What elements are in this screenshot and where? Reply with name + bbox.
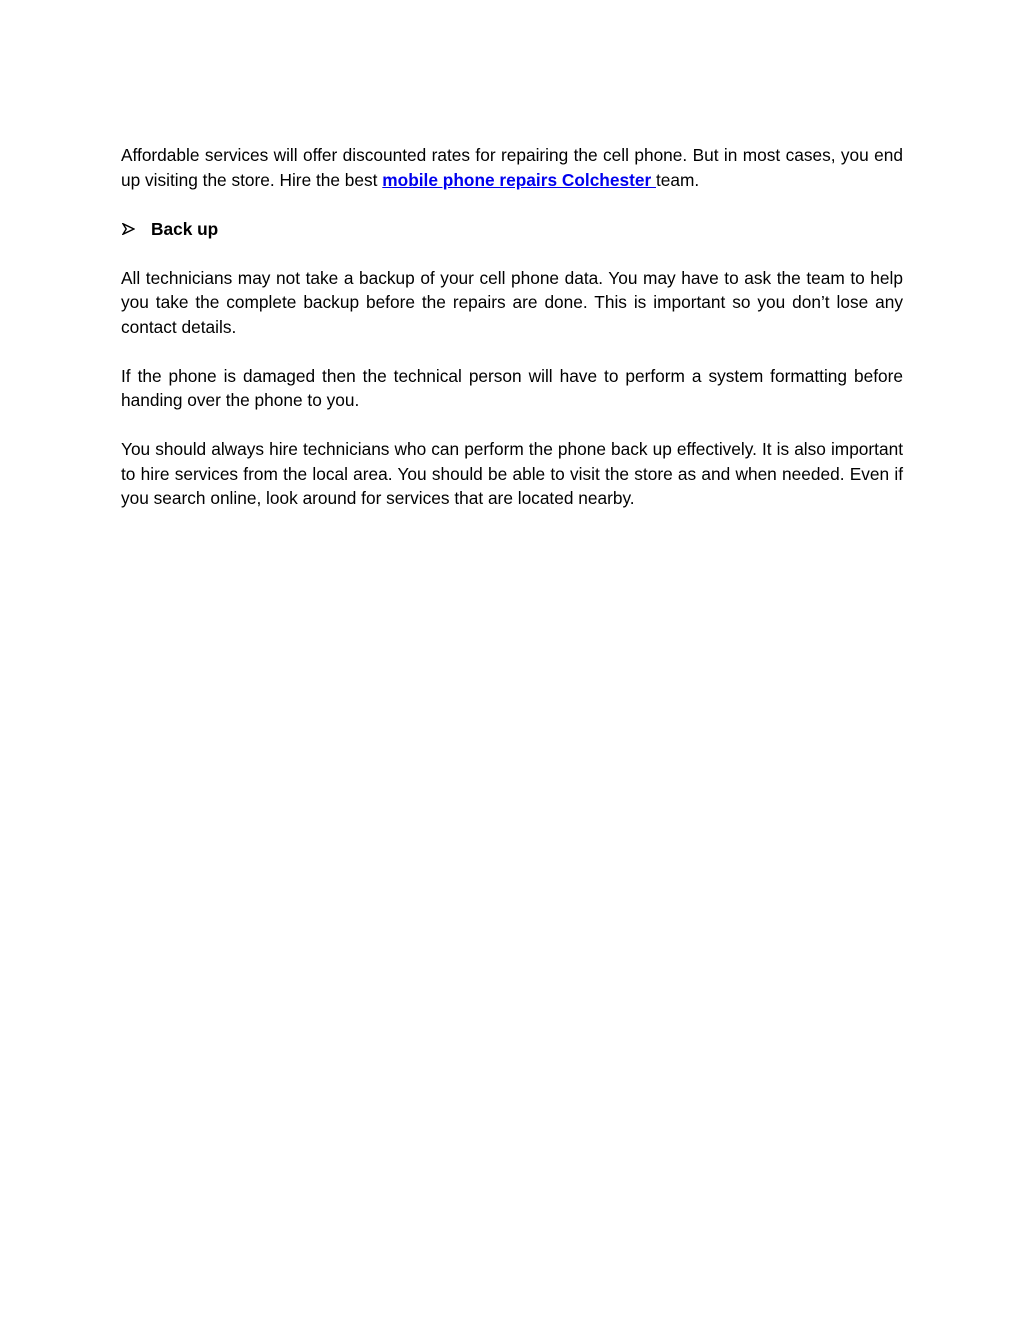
document-body [121,143,903,535]
mobile-phone-repairs-link[interactable]: mobile phone repairs Colchester [382,169,656,190]
paragraph-damaged-phone: If the phone is damaged then the technical person will have to perform a system formatting before handing over the phone to you. [121,365,903,410]
paragraph-backup: All technicians may not take a backup of your cell phone data. You may have to ask the team to help you take the complete backup before the repairs are done. This is important so you don’t lose any contact details. [121,267,903,337]
section-heading: Back up [151,218,219,239]
arrow-bullet-icon [121,217,151,242]
paragraph-intro-text-before: Affordable services will offer discounted rates for repairing the cell phone. But in most cases, you end up visiting the store. Hire the best [121,145,903,190]
paragraph-hire-technicians: You should always hire technicians who can perform the phone back up effectively. It is also important to hire services from the local area. You should be able to visit the store as and when needed. Even if you search online, look around for services that are located nearby. [121,439,903,508]
paragraph-intro-text-after: team. [655,169,700,190]
section-heading-row [121,217,903,242]
paragraph-intro [121,143,903,192]
